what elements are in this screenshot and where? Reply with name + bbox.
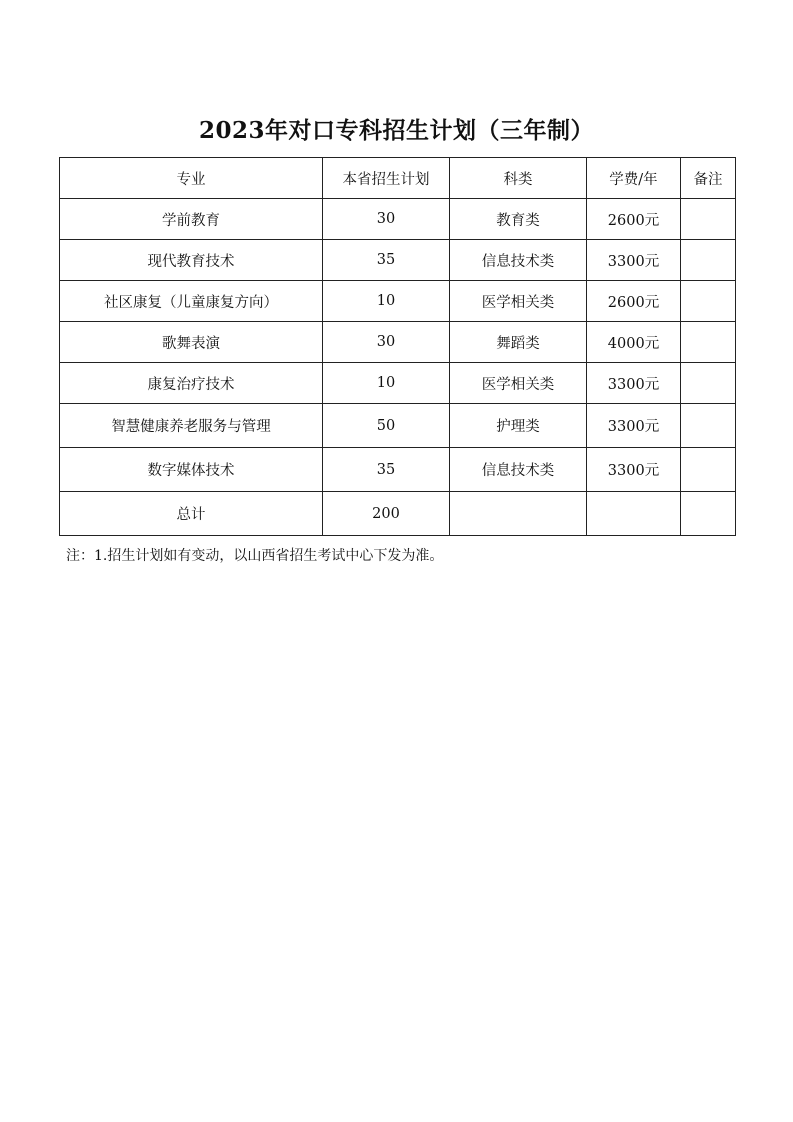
cell-remark	[681, 322, 736, 363]
cell-major: 智慧健康养老服务与管理	[60, 404, 323, 448]
total-plan: 200	[323, 492, 450, 536]
cell-major: 学前教育	[60, 199, 323, 240]
footnote: 注：1.招生计划如有变动，以山西省招生考试中心下发为准。	[66, 548, 444, 564]
cell-fee: 2600元	[587, 199, 681, 240]
cell-fee: 3300元	[587, 240, 681, 281]
table-row	[60, 448, 736, 492]
cell-category: 教育类	[450, 199, 587, 240]
cell-remark	[681, 404, 736, 448]
cell-plan: 35	[323, 448, 450, 492]
cell-remark	[681, 363, 736, 404]
cell-major: 歌舞表演	[60, 322, 323, 363]
table-row	[60, 240, 736, 281]
enrollment-plan-table	[59, 157, 736, 536]
cell-fee: 3300元	[587, 448, 681, 492]
header-plan: 本省招生计划	[323, 158, 450, 199]
cell-fee: 3300元	[587, 363, 681, 404]
cell-plan: 10	[323, 281, 450, 322]
cell-category: 舞蹈类	[450, 322, 587, 363]
cell-fee: 2600元	[587, 281, 681, 322]
table-row	[60, 281, 736, 322]
cell-major: 现代教育技术	[60, 240, 323, 281]
cell-category: 信息技术类	[450, 448, 587, 492]
cell-plan: 30	[323, 322, 450, 363]
total-fee-empty	[587, 492, 681, 536]
table-row	[60, 199, 736, 240]
header-remark: 备注	[681, 158, 736, 199]
total-remark-empty	[681, 492, 736, 536]
table-header-row	[60, 158, 736, 199]
cell-plan: 30	[323, 199, 450, 240]
cell-remark	[681, 240, 736, 281]
total-label: 总计	[60, 492, 323, 536]
table-row	[60, 404, 736, 448]
header-fee: 学费/年	[587, 158, 681, 199]
cell-plan: 10	[323, 363, 450, 404]
header-category: 科类	[450, 158, 587, 199]
cell-remark	[681, 281, 736, 322]
cell-remark	[681, 199, 736, 240]
table-total-row	[60, 492, 736, 536]
cell-remark	[681, 448, 736, 492]
table-row	[60, 322, 736, 363]
cell-major: 康复治疗技术	[60, 363, 323, 404]
cell-plan: 50	[323, 404, 450, 448]
table-row	[60, 363, 736, 404]
header-major: 专业	[60, 158, 323, 199]
cell-category: 医学相关类	[450, 281, 587, 322]
cell-category: 医学相关类	[450, 363, 587, 404]
cell-major: 社区康复（儿童康复方向）	[60, 281, 323, 322]
cell-fee: 4000元	[587, 322, 681, 363]
page-title: 2023年对口专科招生计划（三年制）	[198, 117, 594, 144]
cell-category: 护理类	[450, 404, 587, 448]
cell-fee: 3300元	[587, 404, 681, 448]
cell-category: 信息技术类	[450, 240, 587, 281]
cell-major: 数字媒体技术	[60, 448, 323, 492]
cell-plan: 35	[323, 240, 450, 281]
total-category-empty	[450, 492, 587, 536]
